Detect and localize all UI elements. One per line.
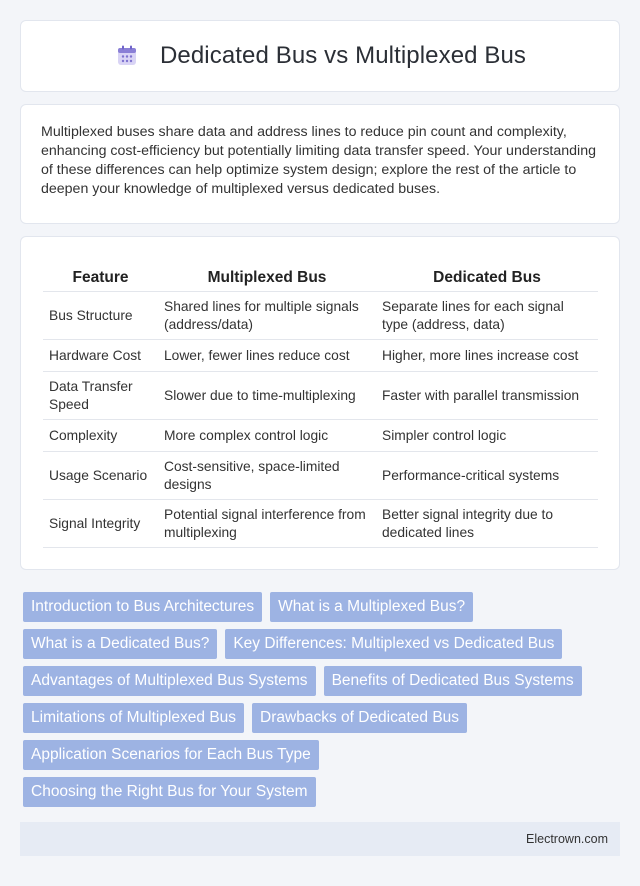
cell-dedicated: Better signal integrity due to dedicated lines <box>382 506 554 540</box>
cell-feature: Signal Integrity <box>49 515 141 531</box>
link-row <box>23 666 623 696</box>
link-application-scenarios[interactable]: Application Scenarios for Each Bus Type <box>23 740 319 770</box>
calendar-grid-icon <box>114 43 140 69</box>
table-row <box>43 340 598 372</box>
link-benefits-dedicated[interactable]: Benefits of Dedicated Bus Systems <box>324 666 582 696</box>
link-limitations-multiplexed[interactable]: Limitations of Multiplexed Bus <box>23 703 244 733</box>
link-row <box>23 703 623 733</box>
cell-multiplexed: Potential signal interference from multiplexing <box>164 506 366 540</box>
cell-feature: Bus Structure <box>49 307 133 323</box>
cell-feature: Data Transfer Speed <box>49 378 133 412</box>
link-what-is-dedicated-bus[interactable]: What is a Dedicated Bus? <box>23 629 217 659</box>
link-row <box>23 592 623 622</box>
header-feature: Feature <box>72 269 129 286</box>
intro-paragraph: Multiplexed buses share data and address lines to reduce pin count and complexity, enhancing cost-efficiency but potentially limiting data transfer speed. Your understanding of these differences can help optimize system design; explore the rest of the article to deepen your knowledge of multiplexed versus dedicated buses. <box>41 124 596 197</box>
page-title: Dedicated Bus vs Multiplexed Bus <box>159 42 527 69</box>
cell-dedicated: Separate lines for each signal type (address, data) <box>382 298 564 332</box>
link-row <box>23 777 623 807</box>
cell-dedicated: Simpler control logic <box>382 427 507 443</box>
cell-multiplexed: Lower, fewer lines reduce cost <box>164 347 350 363</box>
table-row <box>43 452 598 500</box>
header-dedicated: Dedicated Bus <box>433 269 541 286</box>
cell-feature: Complexity <box>49 427 118 443</box>
link-drawbacks-dedicated[interactable]: Drawbacks of Dedicated Bus <box>252 703 467 733</box>
table-row <box>43 372 598 420</box>
link-choosing-right-bus[interactable]: Choosing the Right Bus for Your System <box>23 777 316 807</box>
link-advantages-multiplexed[interactable]: Advantages of Multiplexed Bus Systems <box>23 666 316 696</box>
header-multiplexed: Multiplexed Bus <box>207 269 327 286</box>
link-what-is-multiplexed-bus[interactable]: What is a Multiplexed Bus? <box>270 592 473 622</box>
link-key-differences[interactable]: Key Differences: Multiplexed vs Dedicated Bus <box>225 629 562 659</box>
comparison-table <box>43 261 598 548</box>
comparison-table-card <box>20 236 620 570</box>
intro-card <box>20 104 620 224</box>
link-intro-bus-architectures[interactable]: Introduction to Bus Architectures <box>23 592 262 622</box>
cell-multiplexed: Shared lines for multiple signals (address/data) <box>164 298 359 332</box>
cell-feature: Hardware Cost <box>49 347 142 363</box>
cell-multiplexed: More complex control logic <box>164 427 329 443</box>
cell-dedicated: Faster with parallel transmission <box>382 387 580 403</box>
cell-dedicated: Performance-critical systems <box>382 467 560 483</box>
cell-multiplexed: Slower due to time-multiplexing <box>164 387 356 403</box>
table-row <box>43 420 598 452</box>
table-row <box>43 292 598 340</box>
footer-site-name[interactable]: Electrown.com <box>526 832 608 846</box>
article-links <box>23 592 623 814</box>
cell-feature: Usage Scenario <box>49 467 148 483</box>
table-header-row <box>43 261 598 292</box>
link-row <box>23 629 623 659</box>
title-card <box>20 20 620 92</box>
cell-dedicated: Higher, more lines increase cost <box>382 347 579 363</box>
table-row <box>43 500 598 548</box>
cell-multiplexed: Cost-sensitive, space-limited designs <box>164 458 340 492</box>
link-row <box>23 740 623 770</box>
footer <box>20 822 620 856</box>
